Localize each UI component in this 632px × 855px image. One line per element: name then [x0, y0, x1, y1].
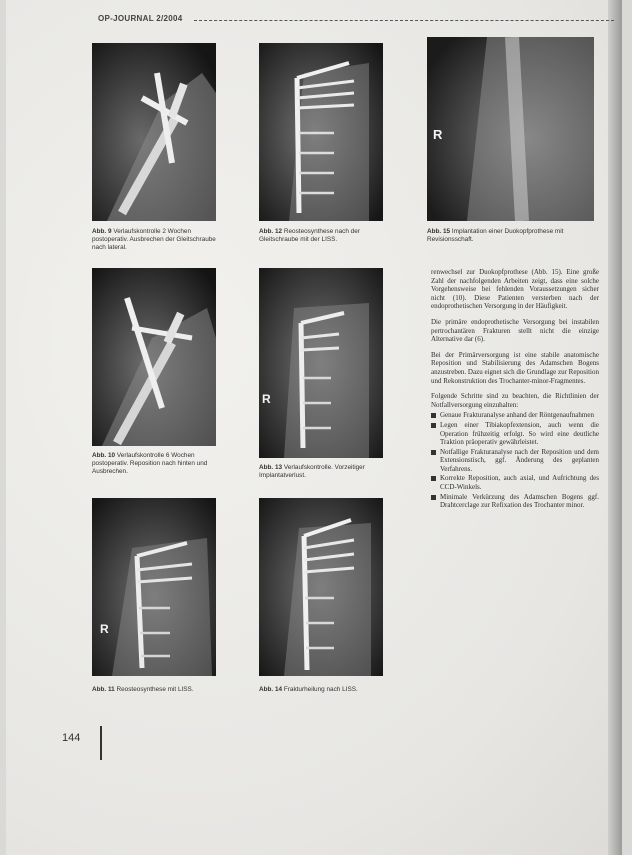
- figure-11-text: Reosteosynthese mit LISS.: [116, 686, 194, 693]
- figure-11-xray: [92, 498, 216, 676]
- bullet-square-icon: [431, 423, 436, 428]
- body-paragraph: Bei der Primärversorgung ist eine stabile anatomische Reposition und Stabilisierung des Adamschen Bogens anzustreben. Dazu eignet sich die Grundlage zur Reposition und Rekonstruktion des Trochanter-minor-Fragmentes.: [431, 350, 599, 385]
- figure-12-xray: [259, 43, 383, 221]
- page-number-rule: [100, 726, 102, 760]
- journal-title: OP-JOURNAL 2/2004: [98, 14, 183, 23]
- figure-9-caption: [92, 228, 216, 252]
- figure-15-caption: [427, 228, 594, 244]
- figure-14-text: Frakturheilung nach LISS.: [283, 686, 358, 693]
- figure-10-label: Abb. 10: [92, 452, 116, 459]
- figure-15-label: Abb. 15: [427, 228, 451, 235]
- figure-9-text: Verlaufskontrolle 2 Wochen postoperativ. Ausbrechen der Gleitschraube nach lateral.: [92, 228, 216, 251]
- body-paragraph: renwechsel zur Duokopfprothese (Abb. 15). Eine große Zahl der nachfolgenden Arbeiten zeigt, dass eine solche Vorgehensweise bei fehlenden Voraussetzungen sicher nicht (10). Diese Patienten versterben nach der endoprothetischen Versorgung in der Häufigkeit.: [431, 268, 599, 311]
- figure-13-xray: [259, 268, 383, 458]
- figure-15-text: Implantation einer Duokopfprothese mit Revisionsschaft.: [427, 228, 564, 243]
- body-text-column: [431, 268, 599, 511]
- figure-12-text: Reosteosynthese nach der Gleitschraube mit der LISS.: [259, 228, 360, 243]
- figure-11-caption: [92, 686, 216, 694]
- bullet-item: [431, 411, 599, 420]
- bullet-list: [431, 411, 599, 510]
- figure-13-side-marker: R: [262, 392, 271, 406]
- figure-10-xray: [92, 268, 216, 446]
- bullet-item: [431, 448, 599, 474]
- bullet-square-icon: [431, 495, 436, 500]
- bullet-square-icon: [431, 450, 436, 455]
- bullet-text: Legen einer Tibiakopfextension, auch wenn die Operation frühzeitig erfolgt. So wird eine deutliche Traktion präoperativ gewährleistet.: [440, 420, 599, 447]
- figure-15-side-marker: R: [433, 127, 443, 142]
- figure-13-label: Abb. 13: [259, 464, 283, 471]
- page-number: 144: [62, 732, 81, 744]
- figure-11-side-marker: R: [100, 622, 109, 636]
- figure-14-xray: [259, 498, 383, 676]
- header-rule: [194, 20, 614, 21]
- page-edge-shadow: [608, 0, 622, 855]
- body-paragraph: Folgende Schritte sind zu beachten, die Richtlinien der Notfallversorgung einzuhalten:: [431, 392, 599, 409]
- body-paragraph: Die primäre endoprothetische Versorgung bei instabilen pertrochantären Frakturen stellt nicht die einzige Alternative dar (6).: [431, 317, 599, 344]
- bullet-item: [431, 493, 599, 510]
- figure-13-text: Verlaufskontrolle. Vorzeitiger Implantatverlust.: [259, 464, 365, 479]
- bullet-item: [431, 421, 599, 447]
- bullet-item: [431, 474, 599, 491]
- bullet-text: Notfallige Frakturanalyse nach der Reposition und dem Extensionstisch, ggf. Änderung des geplanten Verfahrens.: [440, 447, 599, 473]
- figure-11-label: Abb. 11: [92, 686, 115, 693]
- bullet-text: Genaue Frakturanalyse anhand der Röntgenaufnahmen: [440, 411, 594, 420]
- figure-14-caption: [259, 686, 383, 694]
- figure-15-xray: [427, 37, 594, 221]
- figure-12-caption: [259, 228, 383, 244]
- figure-9-xray: [92, 43, 216, 221]
- bullet-square-icon: [431, 413, 436, 418]
- bullet-square-icon: [431, 476, 436, 481]
- figure-10-text: Verlaufskontrolle 6 Wochen postoperativ. Reposition nach hinten und Ausbrechen.: [92, 452, 208, 475]
- page-header: [98, 14, 618, 26]
- figure-10-caption: [92, 452, 216, 476]
- bullet-text: Korrekte Reposition, auch axial, und Aufrichtung des CCD-Winkels.: [440, 474, 599, 492]
- figure-9-label: Abb. 9: [92, 228, 112, 235]
- bullet-text: Minimale Verkürzung des Adamschen Bogens ggf. Drahtcerclage zur Refixation des Trochanter minor.: [440, 492, 599, 510]
- figure-13-caption: [259, 464, 383, 480]
- figure-14-label: Abb. 14: [259, 686, 283, 693]
- figure-12-label: Abb. 12: [259, 228, 283, 235]
- journal-page: [6, 0, 622, 855]
